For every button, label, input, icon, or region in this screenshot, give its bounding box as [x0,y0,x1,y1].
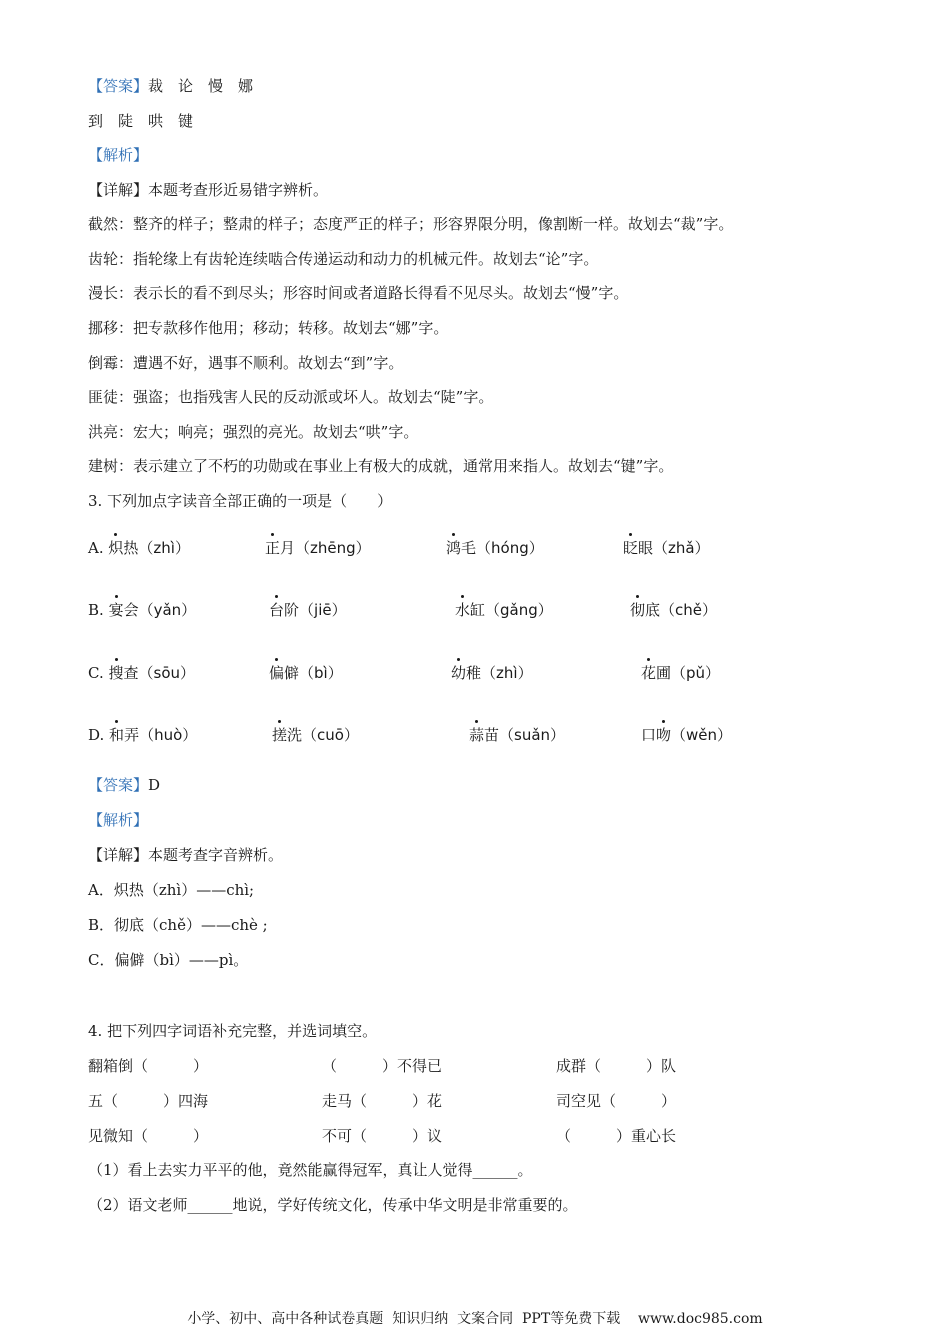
option-a: A. 炽热（zhì） [88,539,190,557]
explanation-line: 建树：表示建立了不朽的功勋或在事业上有极大的成就，通常用来指人。故划去“键”字。 [88,457,674,475]
dotted-char: 水 [455,601,471,619]
option-item: 彻底（chě） [630,601,718,619]
answer-row-prev [88,76,253,96]
pinyin: （gǎng） [485,601,553,619]
pinyin: （suǎn） [499,726,566,744]
dotted-char: 眨 [623,539,639,557]
explanation-line: 漫长：表示长的看不到尽头；形容时间或者道路长得看不见尽头。故划去“慢”字。 [88,284,629,302]
fix-line: C．偏僻（bì）——pì。 [88,951,249,969]
dotted-char: 宴 [108,601,124,619]
fix-line: B．彻底（chě）——chè ; [88,916,268,934]
detail-tag: 【详解】 [88,846,149,864]
option-d: D. 和弄（huò） [88,726,198,744]
idiom-blank: 不可（ ）议 [322,1127,443,1145]
explanation-line: 挪移：把专款移作他用；移动；转移。故划去“娜”字。 [88,319,449,337]
pinyin: （zhēng） [295,539,371,557]
question-3: 3. 下列加点字读音全部正确的一项是（ ） [88,492,393,510]
dotted-char: 花 [641,664,657,682]
option-item: 鸿毛（hóng） [446,539,544,557]
pinyin: （pǔ） [671,664,721,682]
explanation-line: 倒霉：遭遇不好，遇事不顺利。故划去“到”字。 [88,354,404,372]
dotted-char: 炽 [108,539,124,557]
pinyin: （zhì） [138,539,190,557]
dotted-char: 正 [265,539,281,557]
dotted-char: 吻 [656,726,672,744]
option-item: 水缸（gǎng） [455,601,553,619]
idiom-blank: 见微知（ ） [88,1127,209,1145]
explanation-line: 截然：整齐的样子；整肃的样子；态度严正的样子；形容界限分明，像割断一样。故划去“裁”字。 [88,215,734,233]
pinyin: （wěn） [671,726,733,744]
option-label: A. [88,539,104,557]
dotted-char: 台 [269,601,285,619]
footer: 小学、初中、高中各种试卷真题 知识归纳 文案合同 PPT等免费下载 www.doc985.com [187,1311,763,1327]
option-label: C. [88,664,104,682]
idiom-blank: （ ）重心长 [556,1127,677,1145]
explanation-line: 匪徒：强盗；也指残害人民的反动派或坏人。故划去“陡”字。 [88,388,494,406]
sentence-1: （1）看上去实力平平的他，竟然能赢得冠军，真让人觉得______。 [88,1161,533,1179]
pinyin: （huò） [139,726,198,744]
question-4: 4. 把下列四字词语补充完整，并选词填空。 [88,1022,378,1040]
idiom-blank: 司空见（ ） [556,1092,677,1110]
option-c: C. 搜查（sōu） [88,664,196,682]
option-label: D. [88,726,105,744]
option-item: 蒜苗（suǎn） [469,726,566,744]
option-item: 偏僻（bì） [269,664,343,682]
answer-text: D [148,776,161,794]
pinyin: （bì） [299,664,343,682]
option-item: 眨眼（zhǎ） [623,539,710,557]
idiom-blank: 成群（ ）队 [556,1057,677,1075]
dotted-char: 彻 [630,601,646,619]
detail-row [88,845,283,865]
pinyin: （jiē） [299,601,347,619]
pinyin: （chě） [660,601,718,619]
answer-tag: 【答案】 [88,776,149,794]
pinyin: （zhì） [481,664,533,682]
dotted-char: 搓 [272,726,288,744]
dotted-char: 蒜 [469,726,485,744]
idiom-blank: 五（ ）四海 [88,1092,209,1110]
pinyin: （hóng） [476,539,544,557]
explanation-line: 齿轮：指轮缘上有齿轮连续啮合传递运动和动力的机械元件。故划去“论”字。 [88,250,599,268]
fix-line: A．炽热（zhì）——chì; [88,881,255,899]
option-item: 幼稚（zhì） [451,664,533,682]
option-item: 台阶（jiē） [269,601,347,619]
dotted-char: 幼 [451,664,467,682]
dotted-char: 偏 [269,664,285,682]
option-b: B. 宴会（yǎn） [88,601,197,619]
detail-text: 本题考查形近易错字辨析。 [148,181,329,199]
answer-text-line2: 到 陡 哄 键 [88,112,194,130]
answer-row [88,775,160,795]
pinyin: （cuō） [302,726,359,744]
option-label: B. [88,601,104,619]
explanation-line: 洪亮：宏大；响亮；强烈的亮光。故划去“哄”字。 [88,423,419,441]
detail-tag: 【详解】 [88,181,149,199]
analysis-tag: 【解析】 [88,146,149,164]
dotted-char: 和 [109,726,125,744]
detail-text: 本题考查字音辨析。 [148,846,284,864]
idiom-blank: 走马（ ）花 [322,1092,443,1110]
idiom-blank: 翻箱倒（ ） [88,1057,209,1075]
option-item: 花圃（pǔ） [641,664,721,682]
answer-tag: 【答案】 [88,77,149,95]
pinyin: （yǎn） [138,601,197,619]
pinyin: （sōu） [138,664,196,682]
detail-row [88,180,328,200]
option-item: 正月（zhēng） [265,539,371,557]
dotted-char: 鸿 [446,539,462,557]
pinyin: （zhǎ） [653,539,710,557]
idiom-blank: （ ）不得已 [322,1057,443,1075]
option-item: 搓洗（cuō） [272,726,359,744]
dotted-char: 搜 [108,664,124,682]
option-item: 口吻（wěn） [641,726,733,744]
analysis-tag: 【解析】 [88,811,149,829]
sentence-2: （2）语文老师______地说，学好传统文化，传承中华文明是非常重要的。 [88,1196,578,1214]
answer-text: 裁 论 慢 娜 [148,77,254,95]
